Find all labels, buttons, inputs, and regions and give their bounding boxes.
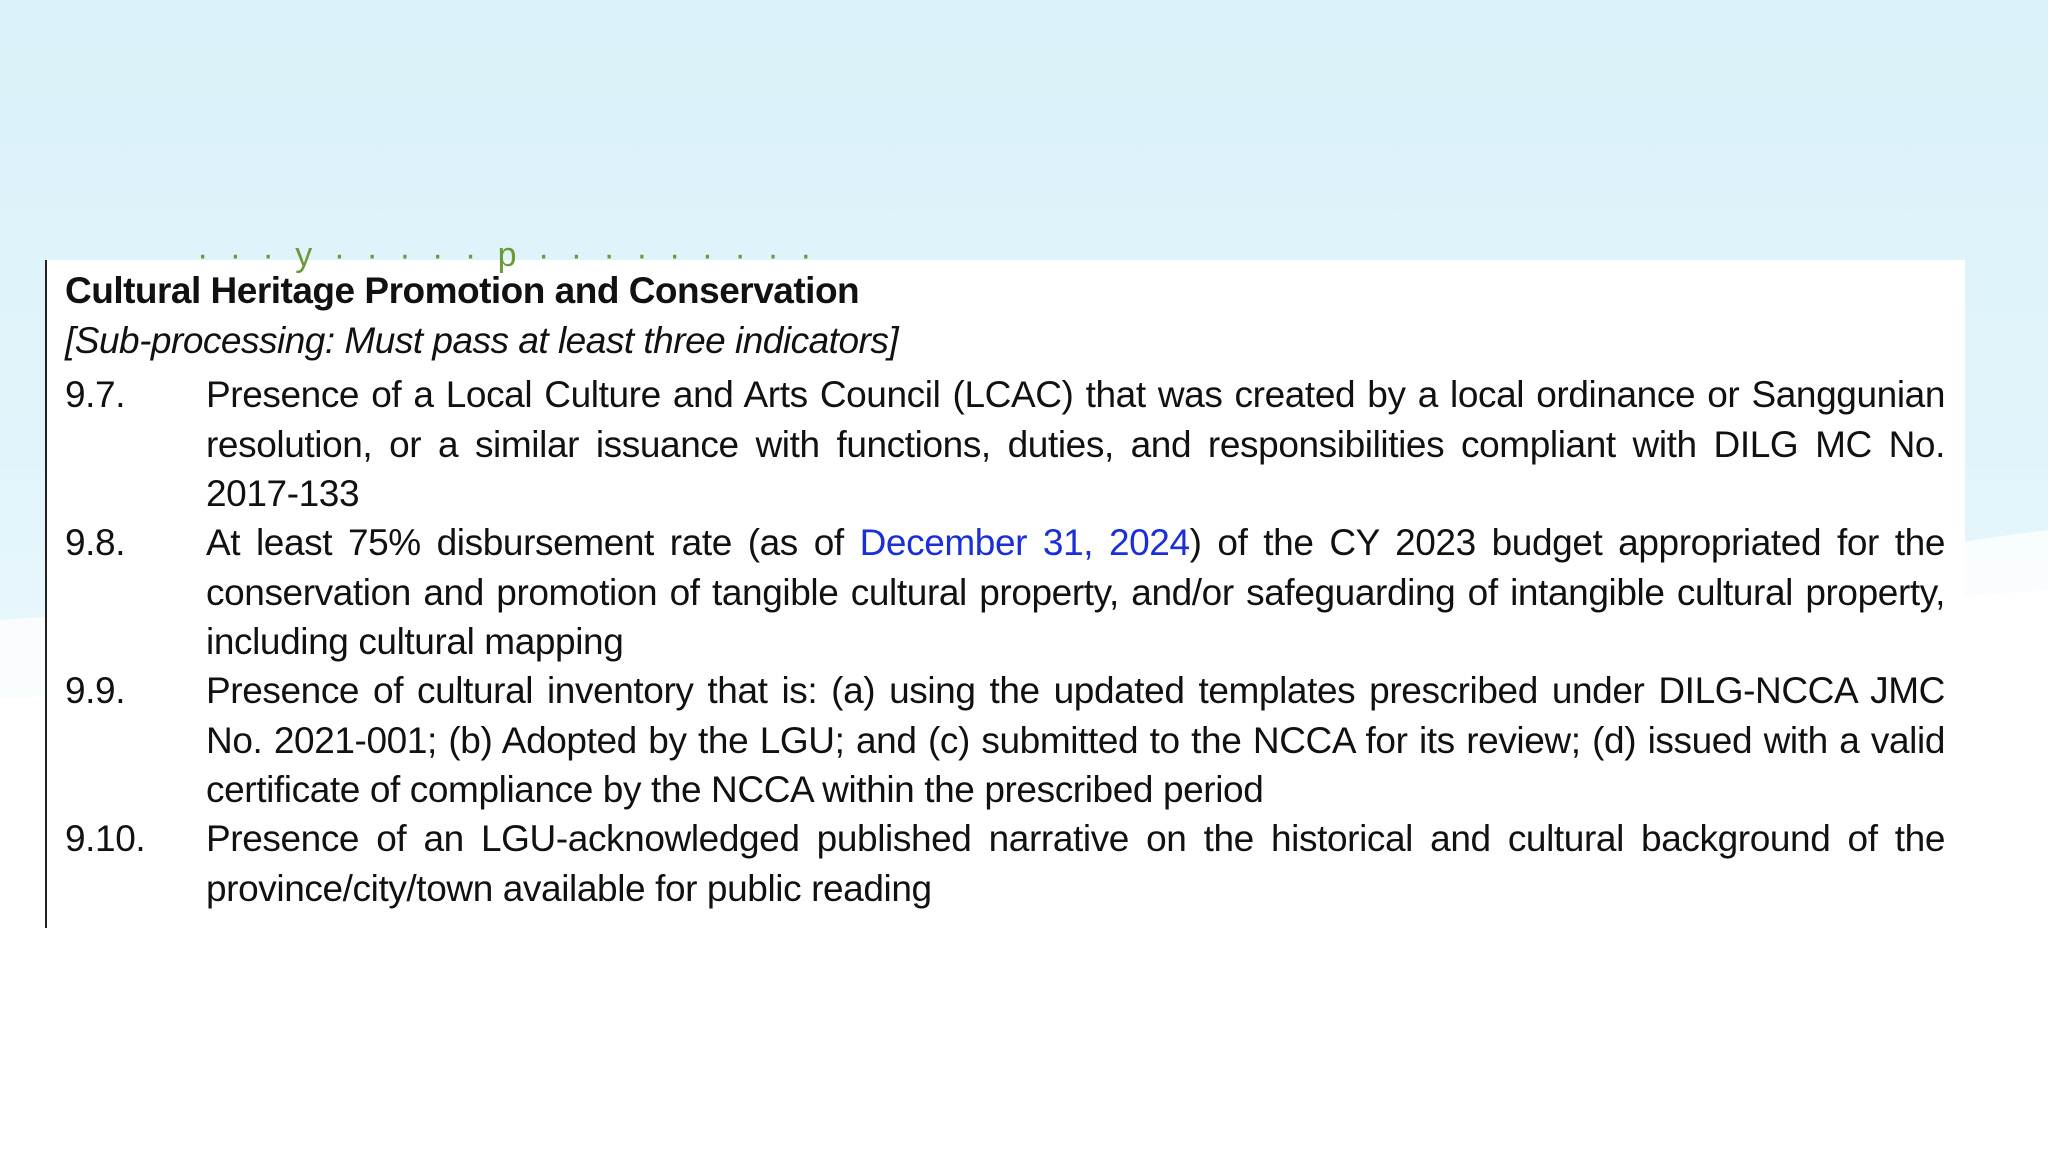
indicator-item-9-9 [65,666,1945,815]
section-subheading: [Sub-processing: Must pass at least three indicators] [65,320,899,361]
indicator-item-9-7 [65,370,1945,519]
indicator-number: 9.10. [65,818,146,859]
section-heading: Cultural Heritage Promotion and Conservation [65,270,860,311]
indicator-text: Presence of a Local Culture and Arts Council (LCAC) that was created by a local ordinance or Sanggunian resolution, or a similar issuance with functions, duties, and responsibilities compliant with DILG MC No. 2017-133 [206,374,1945,514]
indicator-number: 9.9. [65,670,126,711]
indicator-number: 9.7. [65,374,126,415]
indicator-text: Presence of an LGU-acknowledged published narrative on the historical and cultural background of the province/city/town available for public reading [206,818,1945,909]
cut-off-previous-line: · · · y · · · · · p · · · · · · · · · [197,236,818,274]
highlighted-date: December 31, 2024 [859,522,1190,563]
indicator-number: 9.8. [65,522,126,563]
indicator-item-9-8 [65,518,1945,667]
indicator-text-before-date: At least 75% disbursement rate (as of [206,522,860,563]
indicator-item-9-10 [65,814,1945,913]
indicator-text [206,518,1945,667]
document-excerpt [45,236,1965,928]
indicator-text-after-date: ) of the CY 2023 budget appropriated for the conservation and promotion of tangible cultural property, and/or safeguarding of intangible cultural property, including cultural mapping [206,522,1945,662]
indicator-text: Presence of cultural inventory that is: (a) using the updated templates prescribed under DILG-NCCA JMC No. 2021-001; (b) Adopted by the LGU; and (c) submitted to the NCCA for its review; (d) issued with a valid certificate of compliance by the NCCA within the prescribed period [206,670,1945,810]
